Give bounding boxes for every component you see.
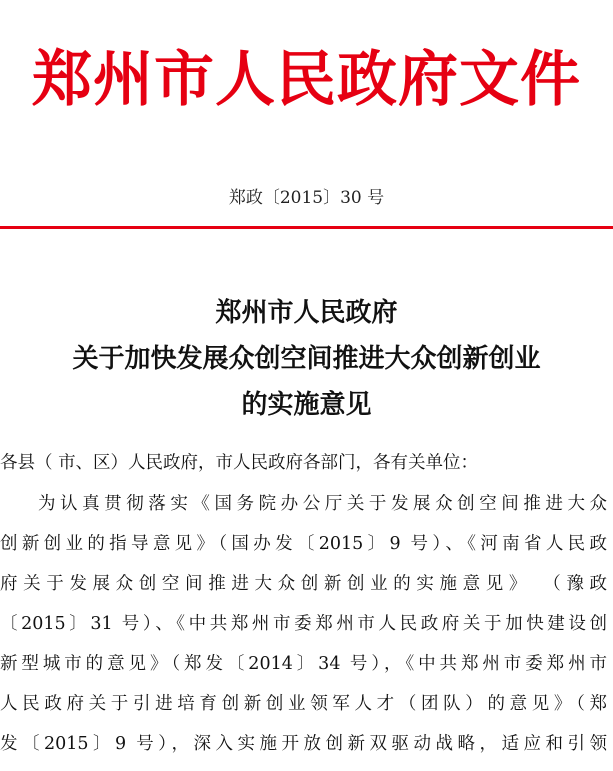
document-title-line-3: 的实施意见 [241, 390, 372, 420]
document-title-line-1: 郑州市人民政府 [215, 298, 398, 328]
body-line-3: 府关于发展众创空间推进大众创新创业的实施意见》 （豫政 [0, 574, 607, 594]
document-masthead: 郑州市人民政府文件 [32, 45, 581, 115]
document-title-line-2: 关于加快发展众创空间推进大众创新创业 [72, 344, 541, 374]
body-line-7: 发〔2015〕9 号），深入实施开放创新双驱动战略，适应和引领 [0, 734, 607, 754]
document-number: 郑政〔2015〕30 号 [228, 188, 385, 208]
body-line-5: 新型城市的意见》（郑发〔2014〕34 号），《中共郑州市委郑州市 [0, 654, 607, 674]
salutation: 各县（ 市、区）人民政府，市人民政府各部门，各有关单位： [0, 453, 479, 473]
body-line-4: 〔2015〕31 号）、《中共郑州市委郑州市人民政府关于加快建设创 [0, 614, 607, 634]
body-line-6: 人民政府关于引进培育创新创业领军人才（团队）的意见》（郑 [0, 694, 607, 714]
body-line-1: 为认真贯彻落实《国务院办公厅关于发展众创空间推进大众 [38, 494, 607, 514]
red-divider-line [0, 226, 613, 229]
body-line-2: 创新创业的指导意见》（国办发〔2015〕9 号）、《河南省人民政 [0, 534, 607, 554]
